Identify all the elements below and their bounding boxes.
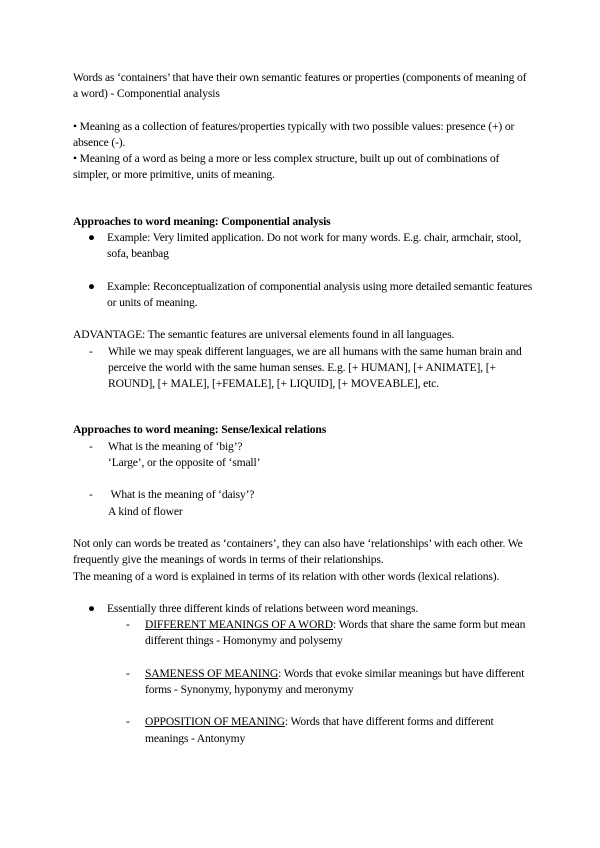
list-item (73, 344, 533, 393)
intro-point-2: • Meaning of a word as being a more or less complex structure, built up out of combinations of simpler, or more primitive, units of meaning. (73, 152, 500, 182)
bullet-icon: ● (88, 601, 95, 615)
dash-marker: - (89, 488, 93, 502)
componential-bullet-1: Example: Very limited application. Do not work for many words. E.g. chair, armchair, stool, sofa, beanbag (107, 231, 522, 261)
relation-opposition (145, 714, 533, 747)
relation-desc: : Words that evoke similar meanings but have different forms - Synonymy, hyponymy and meronymy (145, 666, 525, 697)
sense-paragraph-2: The meaning of a word is explained in terms of its relation with other words (lexical relations). (73, 569, 500, 583)
relations-bullet: Essentially three different kinds of relations between word meanings. (107, 601, 419, 615)
list-item (73, 601, 533, 617)
relation-different-meanings (145, 617, 533, 650)
list-item (73, 617, 533, 650)
intro-line: Words as ‘containers’ that have their own semantic features or properties (components of meaning of a word) - Componential analysis (73, 71, 527, 101)
relation-desc: : Words that have different forms and different meanings - Antonymy (145, 715, 494, 745)
dash-marker: - (89, 439, 93, 453)
question-1 (108, 439, 533, 472)
answer-2-text: A kind of flower (108, 504, 183, 518)
answer-1-text: ‘Large’, or the opposite of ‘small’ (108, 456, 261, 470)
dash-marker: - (126, 666, 130, 680)
relation-term: SAMENESS OF MEANING (145, 666, 279, 680)
list-item (73, 439, 533, 472)
list-item (73, 714, 533, 747)
bullet-icon: ● (88, 279, 95, 293)
componential-bullet-2: Example: Reconceptualization of componential analysis using more detailed semantic features or units of meaning. (107, 279, 533, 309)
intro-point-1: • Meaning as a collection of features/properties typically with two possible values: presence (+) or absence (-). (73, 119, 515, 149)
list-item (73, 487, 533, 520)
question-2-text: What is the meaning of ‘daisy’? (108, 488, 255, 502)
document-page (73, 70, 533, 747)
relation-term: DIFFERENT MEANINGS OF A WORD (145, 618, 333, 632)
question-2 (108, 487, 533, 520)
question-1-text: What is the meaning of ‘big’? (108, 439, 243, 453)
dash-marker: - (126, 715, 130, 729)
list-item (73, 279, 533, 312)
sense-heading: Approaches to word meaning: Sense/lexical relations (73, 423, 327, 437)
list-item (73, 230, 533, 263)
relation-term: OPPOSITION OF MEANING (145, 715, 285, 729)
sense-paragraph-1: Not only can words be treated as ‘containers’, they can also have ‘relationships’ with each other. We frequently give the meanings of words in terms of their relationships. (73, 536, 523, 567)
advantage-point: While we may speak different languages, we are all humans with the same human brain and perceive the world with the same human senses. E.g. [+ HUMAN], [+ ANIMATE], [+ ROUND], [+ MALE], [+FEMALE], [+ LIQUID], [+ MOVEABLE], etc. (108, 344, 522, 391)
list-item (73, 666, 533, 699)
relation-desc: : Words that share the same form but mean different things - Homonymy and polysemy (145, 618, 526, 648)
componential-heading: Approaches to word meaning: Componential analysis (73, 214, 331, 228)
relation-sameness (145, 666, 533, 699)
bullet-icon: ● (88, 231, 95, 245)
dash-marker: - (126, 618, 130, 632)
dash-marker: - (89, 344, 93, 358)
advantage-line: ADVANTAGE: The semantic features are universal elements found in all languages. (73, 328, 455, 342)
